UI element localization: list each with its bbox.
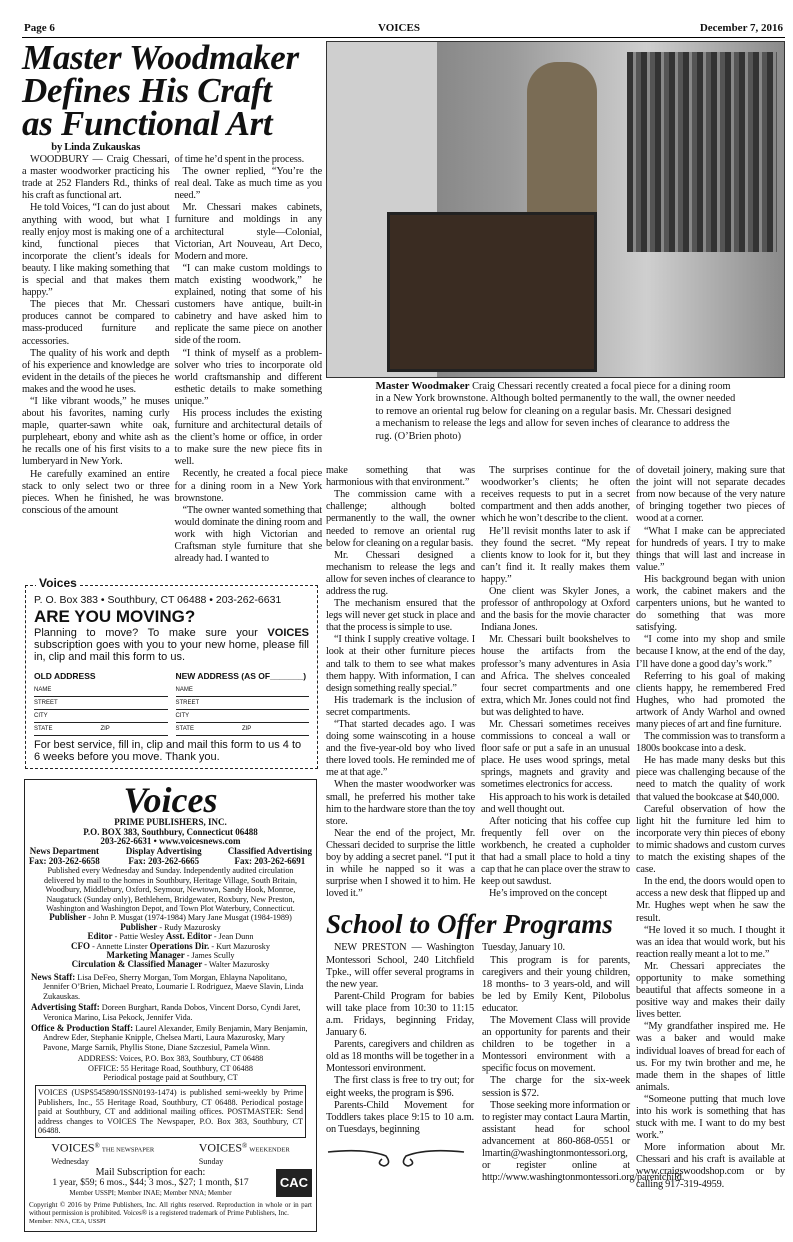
paragraph: He carefully examined an entire stack to only select two or three pieces. When he finished, he was conscious of the amount bbox=[22, 468, 170, 516]
new-city-field[interactable]: CITY bbox=[176, 710, 310, 723]
desk-piece bbox=[387, 212, 597, 372]
paragraph: His approach to his work is detailed and well thought out. bbox=[481, 791, 630, 815]
paragraph: He’ll revisit months later to ask if they found the secret. “My repeat clients know to look for it, but they can’t find it. It really makes them happy.” bbox=[481, 525, 630, 585]
old-state-zip-field[interactable]: STATE ZIP bbox=[34, 723, 168, 736]
paragraph: Mr. Chessari sometimes receives commissions to conceal a wall or floor safe or put a safe in an unusual place. He uses wood springs, metal springs, magnets and gravity and sometimes electronics for access. bbox=[481, 719, 630, 791]
paragraph: Mr. Chessari appreciates the opportunity to make something beautiful that affects someone in a positive way and makes their daily lives better. bbox=[636, 960, 785, 1021]
paragraph: Mr. Chessari makes cabinets, furniture and moldings in any architectural style—Colonial, Victorian, Art Nouveau, Art Deco, Modern and more. bbox=[174, 202, 322, 262]
page-number: Page 6 bbox=[24, 22, 55, 34]
voices-logo: Voices bbox=[123, 780, 218, 821]
dept-classified: Classified Advertising Fax: 203-262-6691 bbox=[227, 846, 312, 867]
paragraph: After noticing that his coffee cup frequently fell over on the workbench, he created a cupholder that had a small place to hold a tiny cap that he can place over the straw to keep out sawdust. bbox=[481, 815, 630, 888]
staff-list: News Staff: Lisa DeFeo, Sherry Morgan, Tom Morgan, Ehlayna Napolitano, Jennifer O’Brien, Michael Preato, Loumarie I. Rodriguez, Maeve Slavin, Linda Zukauskas. Advertising Staff: Doreen Burghart, Randa Dobos, Vincent Dorso, Cyndi Jaret, Veronica Marino, Lisa Pekock, Jennifer Vida. Office & Production Staff: Laurel Alexander, Emily Benjamin, Mary Benjamin, Andrew Eder, Stephanie Knipple, Chelsea Marti, Laura Mazurosky, Mary Pavone, Marge Sarnik, Phyllis Stone, Diane Szczesiul, Pamela Winn. bbox=[31, 971, 308, 1052]
paper-name: VOICES bbox=[378, 22, 420, 34]
published-note: Published every Wednesday and Sunday. Independently audited circulation delivered by mail to the homes in Southbury, Heritage Village, South Britain, Woodbury, Middlebury, Oxford, Seymour, Newtown, Sandy Hook, Monroe, Naugatuck (Sunday only), Bethlehem, Bridgewater, Roxbury, New Preston, Washington and Washington Depot, and Town Plot Waterbury, Connecticut. bbox=[43, 866, 298, 914]
paragraph: Tuesday, January 10. bbox=[482, 942, 565, 954]
intro-text: Planning to move? To make sure your bbox=[34, 627, 268, 640]
old-name-field[interactable]: NAME bbox=[34, 684, 168, 697]
moving-brand: Voices bbox=[36, 576, 80, 590]
editions bbox=[29, 1141, 312, 1167]
paragraph: One client was Skyler Jones, a professor of anthropology at Oxford and the basis for the movie character Indiana Jones. bbox=[481, 585, 630, 634]
paragraph: This program is for parents, caregivers and their young children, 18 months- to 3 years-old, and will be led by Emily Kent, Pilobolus educator. bbox=[482, 954, 630, 1014]
article-headline bbox=[22, 38, 322, 143]
headline-line: as Functional Art bbox=[22, 104, 273, 143]
school-columns bbox=[326, 942, 685, 1184]
photo-caption bbox=[376, 380, 736, 443]
paragraph: Recently, he created a focal piece for a dining room in a New York brownstone. bbox=[174, 468, 322, 504]
paragraph: Parents, caregivers and children as old as 18 months will be together in a Montessori environment. bbox=[326, 1039, 474, 1075]
headline-line: Defines His Craft bbox=[22, 71, 272, 110]
company-name: PRIME PUBLISHERS, INC. bbox=[114, 817, 227, 828]
paragraph: “He loved it so much. I thought it was an idea that would work, but his reaction really meant a lot to me.” bbox=[636, 924, 785, 960]
edition-newspaper: VOICES® THE NEWSPAPER Wednesday bbox=[51, 1141, 155, 1167]
paragraph: “I like vibrant woods,” he muses about his favorites, naming curly maple, quarter-sawn white oak, purpleheart, ebony and white ash as he recalls one of his first visits to a lumberyard in New York. bbox=[22, 395, 170, 468]
new-address-label: NEW ADDRESS (AS OF_______) bbox=[175, 671, 307, 682]
paragraph: He has made many desks but this piece was challenging because of the need to match the quality of work that valued the bookcase at $40,000. bbox=[636, 755, 785, 803]
paragraph: Referring to his goal of making clients happy, he remembered Fred Hughes, who had promoted the artwork of Andy Warhol and owned many pieces of art and fine furniture. bbox=[636, 670, 785, 730]
school-column-1 bbox=[326, 942, 474, 1136]
edition-weekender: VOICES® WEEKENDER Sunday bbox=[198, 1141, 290, 1167]
lower-left-block bbox=[326, 465, 685, 1184]
paragraph: Mr. Chessari designed a mechanism to release the legs and allow for seven inches of clearance to address the rug. bbox=[326, 549, 475, 597]
paragraph: Careful observation of how the light hit the furniture led him to incorporate very thin pieces of ebony to mimic shadows and custom curves to match the existing shapes of the case. bbox=[636, 803, 785, 876]
article-column-5 bbox=[636, 465, 785, 1191]
moving-address: P. O. Box 383 • Southbury, CT 06488 • 203-262-6631 bbox=[34, 594, 282, 607]
roles: Publisher - John P. Musgat (1974-1984) Mary Jane Musgat (1984-1989) Publisher - Rudy Mazurosky Editor - Pattie Wesley Asst. Editor - Jean Dunn CFO - Annette Linster Operations Dir. - Kurt Mazurosky Marketing Manager - James Scully Circulation & Classified Manager - Walter Mazurosky bbox=[49, 912, 292, 970]
paragraph: “I can make custom moldings to match existing woodwork,” he explained, noting that some of his customers have antique, built-in cabinetry and have asked him to replicate the same piece on another side of the room. bbox=[174, 262, 322, 347]
paragraph: “My grandfather inspired me. He was a baker and would make individual loaves of bread for each of us. For my twin brother and me, he made them in the shapes of little animals. bbox=[636, 1021, 785, 1093]
members: Member: NNA, CEA, USSPI bbox=[29, 1218, 106, 1226]
contact-line: 203-262-6631 • www.voicesnews.com bbox=[100, 836, 241, 846]
article-top-columns bbox=[22, 142, 322, 565]
caption-lead: Master Woodmaker bbox=[375, 380, 470, 392]
paragraph: “That started decades ago. I was doing some wainscoting in a house and the five-year-old boy who lived there loved tools. He reminded me of me at that age.” bbox=[326, 719, 475, 779]
article-column-3 bbox=[326, 465, 475, 900]
headline-line: Master Woodmaker bbox=[22, 38, 299, 77]
paragraph: Parent-Child Program for babies will take place from 10:30 to 11:15 a.m. Fridays, beginning Friday, January 6. bbox=[326, 990, 474, 1039]
paragraph: The surprises continue for the woodworker’s clients; he often receives requests to put in a secret compartment and then adds another, which he won’t describe to the client. bbox=[481, 465, 630, 525]
paragraph: “I think I supply creative voltage. I look at their other furniture pieces and talk to them to see what makes them happy. With information, I can design something really special.” bbox=[326, 634, 475, 694]
paragraph: The charge for the six-week session is $72. bbox=[482, 1075, 630, 1099]
copyright: Copyright © 2016 by Prime Publishers, Inc. All rights reserved. Reproduction in whole or in part without permission is prohibited. Voices® is a registered trademark of Prime Publishers, Inc. bbox=[29, 1201, 312, 1218]
page-body bbox=[0, 38, 793, 1242]
paragraph: The pieces that Mr. Chessari produces cannot be compared to mass-produced furniture and accessories. bbox=[22, 299, 170, 347]
moving-intro bbox=[34, 627, 309, 663]
address-fields bbox=[34, 671, 309, 736]
new-state-zip-field[interactable]: STATE ZIP bbox=[176, 723, 310, 736]
legal-notice: VOICES (USPS545890/ISSN0193-1474) is published semi-weekly by Prime Publishers, Inc., 55 Heritage Road, Southbury, CT 06488. Periodical postage paid at Southbury, CT and additional mailing offices. POSTMASTER: Send address changes to VOICES The Newspaper, P.O. Box 383, Southbury, CT 06488. bbox=[35, 1085, 306, 1138]
paragraph: The first class is free to try out; for eight weeks, the program is $96. bbox=[326, 1075, 474, 1099]
article-middle-columns bbox=[326, 465, 630, 900]
paragraph: Those seeking more information or to register may contact Laura Martin, assistant head for school advancement at 860-868-0551 or lmartin@washingtonmontessori.org, or register online at http://www.washingtonmontessori.org/parentchild. bbox=[482, 1099, 685, 1184]
old-address bbox=[34, 671, 168, 736]
paragraph: “What I make can be appreciated for hundreds of years. I try to make things that will last and increase in value.” bbox=[636, 525, 785, 573]
article-column-4 bbox=[481, 465, 630, 900]
paragraph: NEW PRESTON — Washington Montessori School, 240 Litchfield Tpke., will offer several programs in the new year. bbox=[326, 942, 474, 990]
po-box: P.O. BOX 383, Southbury, Connecticut 06488 bbox=[83, 826, 258, 837]
cac-logo: CAC bbox=[276, 1169, 312, 1197]
paragraph: “I think of myself as a problem-solver who tries to incorporate old world craftsmanship and different esthetic details to make something unique.” bbox=[174, 347, 322, 407]
article-column-2 bbox=[175, 142, 323, 565]
paragraph: Parents-Child Movement for Toddlers takes place 9:15 to 10 a.m. on Tuesdays, beginning bbox=[326, 1099, 474, 1135]
intro-voices: VOICES bbox=[267, 627, 309, 640]
paragraph: “The owner wanted something that would dominate the dining room and work with high Victorian and Craftsman style furniture that she already had. I wanted to bbox=[174, 504, 322, 565]
paragraph: “I come into my shop and smile because I know, at the end of the day, I’ll have done a good day’s work.” bbox=[636, 634, 785, 670]
paragraph: The quality of his work and depth of his experience and knowledge are evident in the details of the pieces he makes and the wood he uses. bbox=[22, 347, 170, 395]
paragraph: The commission came with a challenge; although bolted permanently to the wall, the owner needed to remove an oriental rug below for cleaning on a regular basis. bbox=[326, 489, 475, 549]
old-street-field[interactable]: STREET bbox=[34, 697, 168, 710]
paragraph: His process includes the existing furniture and architectural details of the client’s home or office, in order to make sure the new piece fits in well. bbox=[174, 407, 322, 468]
paragraph: In the end, the doors would open to access a new desk that flipped up and Mr. Hughes wept when he saw the result. bbox=[636, 876, 785, 924]
left-area bbox=[22, 38, 322, 1232]
right-area bbox=[326, 41, 785, 1191]
mail-address: ADDRESS: Voices, P.O. Box 383, Southbury, CT 06488 bbox=[77, 1054, 264, 1064]
new-name-field[interactable]: NAME bbox=[176, 684, 310, 697]
paragraph: The Movement Class will provide an opportunity for parents and their children to be together in a Montessori environment with a specific focus on movement. bbox=[482, 1014, 630, 1075]
bookshelf bbox=[627, 52, 777, 252]
paragraph: “Someone putting that much love into his work is something that has stuck with me. I want to do my best work.” bbox=[636, 1093, 785, 1142]
issue-date: December 7, 2016 bbox=[699, 22, 783, 34]
header-bar bbox=[22, 0, 785, 38]
paragraph: He’s improved on the concept bbox=[489, 888, 608, 900]
departments bbox=[29, 846, 312, 866]
subscription-text: Mail Subscription for each: 1 year, $59; 6 mos., $44; 3 mos., $27; 1 month, $17 Member USSPI; Member INAE; Member NNA; Member bbox=[52, 1167, 249, 1198]
school-left bbox=[326, 942, 474, 1170]
moving-title: ARE YOU MOVING? bbox=[34, 607, 196, 627]
dept-display: Display Advertising Fax: 203-262-6665 bbox=[125, 846, 202, 867]
paragraph: WOODBURY — Craig Chessari, a master woodworker practicing his trade at 252 Flanders Rd., thinks of his craft as functional art. bbox=[22, 154, 170, 202]
woodmaker-photo bbox=[326, 41, 785, 378]
school-headline: School to Offer Programs bbox=[326, 909, 613, 940]
paragraph: The commission was to transform a 1800s bookcase into a desk. bbox=[636, 731, 785, 755]
paragraph: of dovetail joinery, making sure that the joint will not separate decades from now because of the very nature of bringing together two pieces of wood at a corner. bbox=[636, 465, 785, 525]
paragraph: His background began with union work, the cabinet makers and the carpenters unions, but he wanted to do something that was more satisfying. bbox=[636, 573, 785, 634]
school-column-2 bbox=[482, 942, 685, 1184]
article-column-1 bbox=[22, 142, 170, 517]
old-address-label: OLD ADDRESS bbox=[34, 671, 96, 682]
paragraph: Mr. Chessari built bookshelves to house the artifacts from the professor’s many adventures in Asia and Africa. The shelves concealed four secret compartments and one extra, which Mr. Jones could not find but was delighted to have. bbox=[481, 634, 630, 718]
caption-text: Craig Chessari recently created a focal piece for a dining room in a New York brownstone. Although bolted permanently to the wall, the owner needed to remove an oriental rug below for cleaning on a regular basis. Mr. Chessari designed a mechanism to release the legs and allow for seven inches of clearance to address the rug. (O’Brien photo) bbox=[375, 381, 736, 442]
new-street-field[interactable]: STREET bbox=[176, 697, 310, 710]
paragraph: Near the end of the project, Mr. Chessari decided to surprise the little boy by adding a secret panel. “I put it in while he napped so it was a surprise when I showed it to him. He loved it.” bbox=[326, 827, 475, 900]
moving-footer: For best service, fill in, clip and mail this form to us 4 to 6 weeks before you move. Thank you. bbox=[34, 739, 302, 764]
lower-columns bbox=[326, 465, 785, 1191]
paragraph: The mechanism ensured that the legs will never get stuck in place and that the process is simple to use. bbox=[326, 598, 475, 634]
old-city-field[interactable]: CITY bbox=[34, 710, 168, 723]
paragraph: His trademark is the inclusion of secret compartments. bbox=[326, 694, 475, 718]
paragraph: More information about Mr. Chessari and his craft is available at www.craigswoodshop.com or by calling 917-319-4959. bbox=[636, 1142, 785, 1190]
paragraph: make something that was harmonious with that environment.” bbox=[326, 465, 475, 489]
dept-news: News Department Fax: 203-262-6658 bbox=[29, 846, 100, 867]
postage-note: Periodical postage paid at Southbury, CT bbox=[103, 1072, 238, 1082]
subscription bbox=[29, 1167, 312, 1198]
intro-text: subscription goes with you to your new home, please fill in, clip and mail this form to us. bbox=[34, 639, 309, 664]
masthead-box bbox=[24, 779, 317, 1231]
new-address bbox=[176, 671, 310, 736]
office-address: OFFICE: 55 Heritage Road, Southbury, CT 06488 bbox=[88, 1063, 253, 1073]
paragraph: The owner replied, “You’re the real deal. Take as much time as you need.” bbox=[174, 166, 322, 202]
paragraph: When the master woodworker was small, he preferred his mother take him to the hardware store than the toy store. bbox=[326, 779, 475, 827]
paragraph: He told Voices, “I can do just about anything with wood, but what I really enjoy most is making one of a kind, functional pieces that incorporate the client’s ideals for beauty. I like making something that is special and that makes them happy.” bbox=[22, 202, 170, 299]
byline: by Linda Zukauskas bbox=[51, 142, 141, 153]
flourish-ornament bbox=[326, 1144, 466, 1170]
paragraph: of time he’d spent in the process. bbox=[174, 154, 304, 165]
moving-form bbox=[25, 576, 318, 769]
